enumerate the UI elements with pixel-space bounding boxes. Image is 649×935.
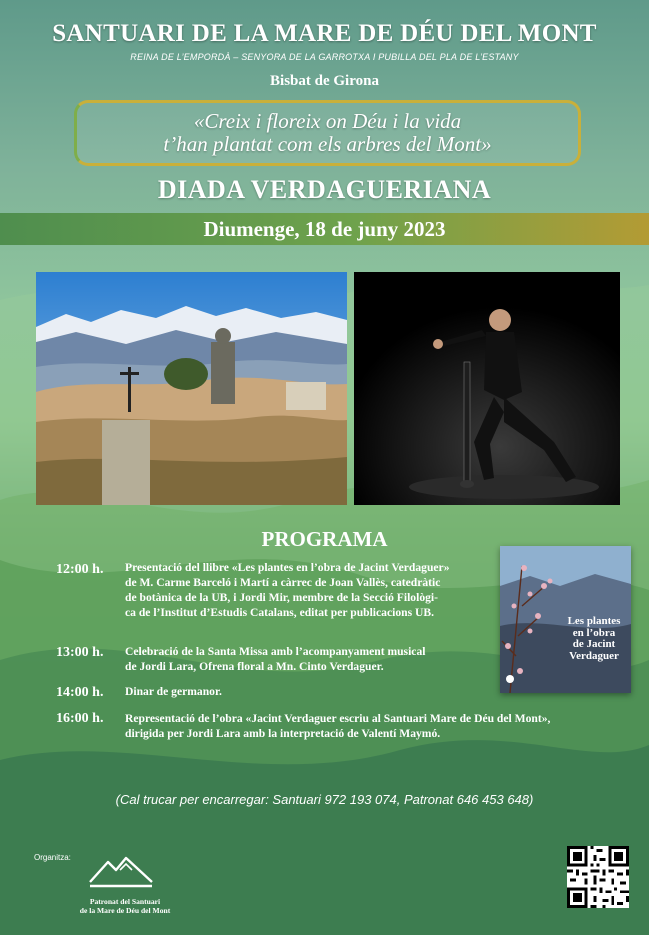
schedule-line: de Jordi Lara, Ofrena floral a Mn. Cinto Verdaguer. (125, 660, 384, 673)
book-title-line: en l’obra (572, 626, 616, 639)
schedule-item-1300 (125, 644, 425, 674)
book-title-line: Verdaguer (569, 649, 619, 662)
schedule-item-1600 (125, 711, 550, 741)
programa-heading: PROGRAMA (261, 527, 388, 551)
book-cover (500, 546, 631, 693)
schedule-time-1600: 16:00 h. (56, 711, 104, 726)
date-band (0, 213, 649, 245)
patronat-name-line1: Patronat del Santuari (89, 897, 161, 906)
schedule-line: Celebració de la Santa Missa amb l’acompanyament musical (125, 645, 426, 658)
event-date: Diumenge, 18 de juny 2023 (203, 216, 446, 241)
page-subtitle: REINA DE L’EMPORDÀ – SENYORA DE LA GARROTXA I PUBILLA DEL PLA DE L’ESTANY (130, 52, 519, 62)
schedule-line: ca de l’Institut d’Estudis Catalans, editat per publicacions UB. (125, 606, 434, 619)
schedule-item-1400 (125, 684, 222, 699)
photo-clarinet-performer (354, 272, 620, 505)
patronat-name-line2: de la Mare de Déu del Mont (79, 906, 171, 915)
book-title (562, 616, 626, 662)
schedule-time-1200: 12:00 h. (56, 562, 104, 577)
schedule-item-1200 (125, 560, 450, 620)
quote-line-2: t’han plantat com els arbres del Mont» (163, 132, 492, 156)
book-title-line: Les plantes (567, 615, 621, 627)
page-title: SANTUARI DE LA MARE DE DÉU DEL MONT (52, 20, 597, 47)
organitza-label: Organitza: (34, 853, 71, 862)
quote-box (74, 100, 581, 166)
schedule-time-1400: 14:00 h. (56, 685, 104, 700)
schedule-line: Presentació del llibre «Les plantes en l’obra de Jacint Verdaguer» (125, 561, 450, 574)
schedule-line: de M. Carme Barceló i Martí a càrrec de Joan Vallès, catedràtic (125, 576, 441, 589)
quote-line-1: «Creix i floreix on Déu i la vida (193, 109, 462, 133)
qr-code-icon[interactable] (567, 846, 629, 908)
schedule-line: Representació de l’obra «Jacint Verdaguer escriu al Santuari Mare de Déu del Mont», (125, 712, 551, 725)
schedule-time-1300: 13:00 h. (56, 645, 104, 660)
book-title-line: de Jacint (572, 638, 616, 650)
mountain-logo-icon (86, 852, 156, 892)
schedule-line: de botànica de la UB, i Jordi Mir, membre de la Secció Filològi- (125, 591, 439, 604)
bisbat-label: Bisbat de Girona (270, 73, 379, 89)
contact-info: (Cal trucar per encarregar: Santuari 972 193 074, Patronat 646 453 648) (115, 792, 534, 807)
schedule-line: dirigida per Jordi Lara amb la interpretació de Valentí Maymó. (125, 727, 441, 740)
schedule-line: Dinar de germanor. (125, 685, 222, 698)
photo-statue-mountain (36, 272, 347, 505)
event-title: DIADA VERDAGUERIANA (157, 175, 492, 204)
